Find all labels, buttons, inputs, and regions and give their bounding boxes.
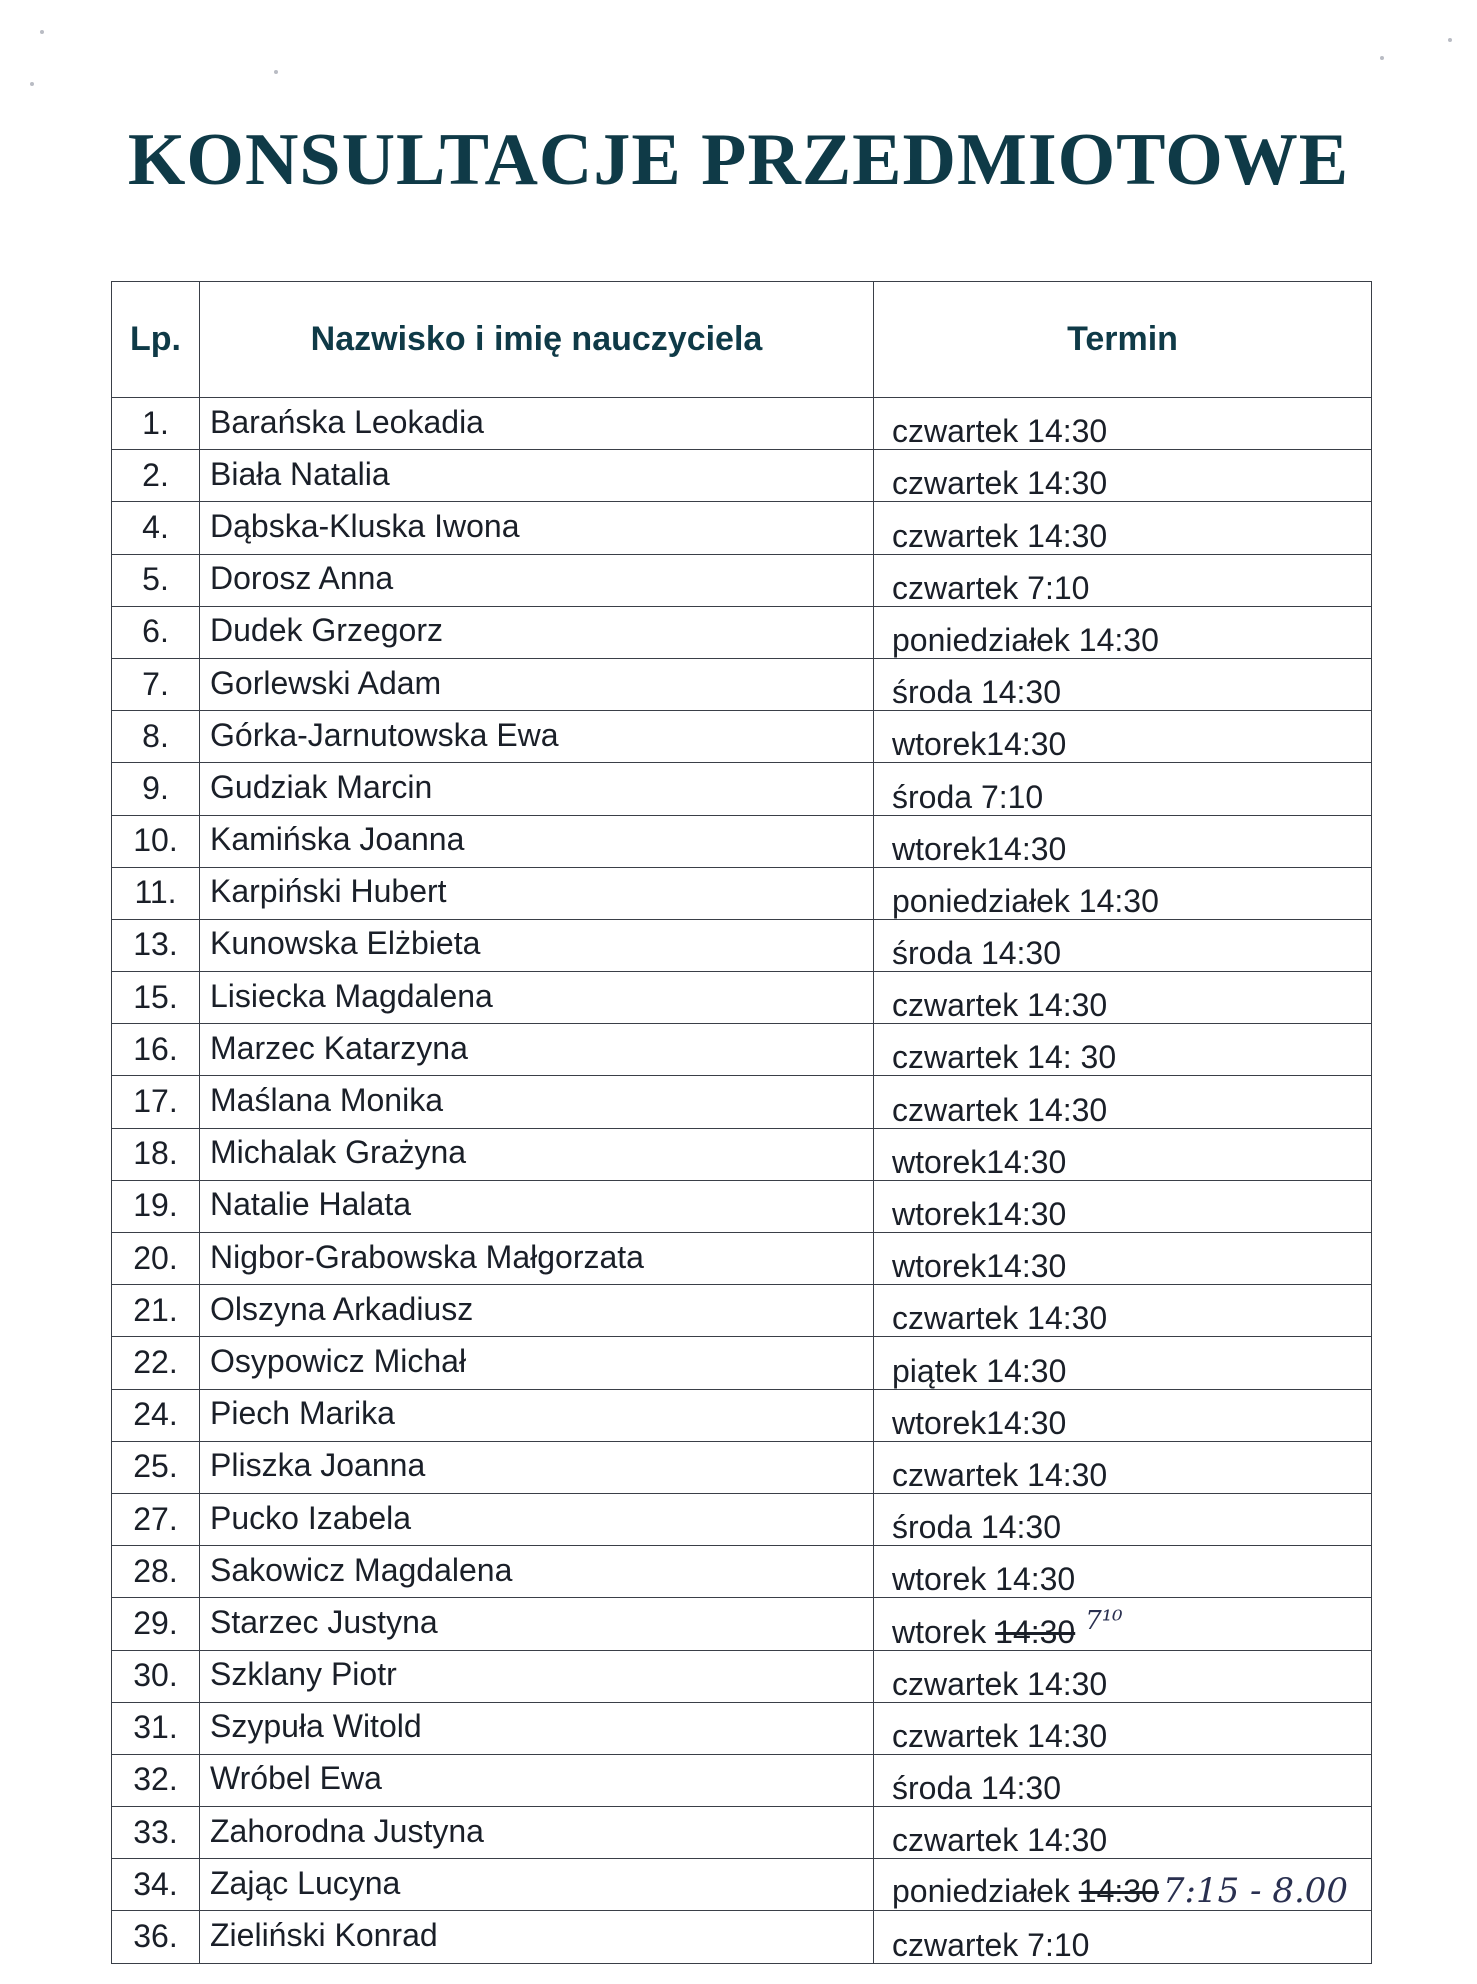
term-text: wtorek14:30 (892, 1404, 1067, 1441)
table-row (112, 1598, 1372, 1650)
header-lp: Lp. (112, 282, 200, 398)
scan-speck (274, 70, 278, 74)
teacher-name: Zieliński Konrad (200, 1911, 874, 1963)
term-cell (874, 1754, 1372, 1806)
term-cell (874, 606, 1372, 658)
teacher-name: Zając Lucyna (200, 1859, 874, 1911)
teacher-name: Lisiecka Magdalena (200, 972, 874, 1024)
teacher-name: Maślana Monika (200, 1076, 874, 1128)
term-cell (874, 450, 1372, 502)
header-term: Termin (874, 282, 1372, 398)
term-text: czwartek 14:30 (892, 987, 1108, 1024)
table-row (112, 1650, 1372, 1702)
row-number: 1. (112, 398, 200, 450)
row-number: 17. (112, 1076, 200, 1128)
row-number: 33. (112, 1807, 200, 1859)
teacher-name: Szypuła Witold (200, 1702, 874, 1754)
teacher-name: Olszyna Arkadiusz (200, 1285, 874, 1337)
table-row (112, 1076, 1372, 1128)
row-number: 6. (112, 606, 200, 658)
table-row (112, 867, 1372, 919)
term-cell (874, 1598, 1372, 1650)
row-number: 15. (112, 972, 200, 1024)
term-text: wtorek14:30 (892, 830, 1067, 867)
row-number: 25. (112, 1441, 200, 1493)
term-cell (874, 1024, 1372, 1076)
teacher-name: Nigbor-Grabowska Małgorzata (200, 1233, 874, 1285)
teacher-name: Biała Natalia (200, 450, 874, 502)
row-number: 2. (112, 450, 200, 502)
row-number: 31. (112, 1702, 200, 1754)
teacher-name: Szklany Piotr (200, 1650, 874, 1702)
term-text: czwartek 7:10 (892, 569, 1090, 606)
teacher-name: Natalie Halata (200, 1180, 874, 1232)
term-cell (874, 1493, 1372, 1545)
row-number: 22. (112, 1337, 200, 1389)
term-text: wtorek (892, 1613, 996, 1650)
term-cell (874, 1807, 1372, 1859)
term-cell (874, 919, 1372, 971)
teacher-name: Piech Marika (200, 1389, 874, 1441)
term-cell (874, 1076, 1372, 1128)
row-number: 11. (112, 867, 200, 919)
term-text: poniedziałek (892, 1873, 1079, 1910)
term-cell (874, 815, 1372, 867)
term-text: poniedziałek 14:30 (892, 621, 1159, 658)
table-row (112, 658, 1372, 710)
teacher-name: Gorlewski Adam (200, 658, 874, 710)
scan-speck (1448, 38, 1452, 42)
table-row (112, 1911, 1372, 1963)
table-row (112, 1389, 1372, 1441)
term-cell (874, 554, 1372, 606)
row-number: 9. (112, 763, 200, 815)
table-row (112, 1128, 1372, 1180)
term-cell (874, 763, 1372, 815)
table-row (112, 711, 1372, 763)
row-number: 20. (112, 1233, 200, 1285)
teacher-name: Wróbel Ewa (200, 1754, 874, 1806)
row-number: 16. (112, 1024, 200, 1076)
term-cell (874, 398, 1372, 450)
term-cell (874, 972, 1372, 1024)
handwritten-correction: 7¹⁰ (1085, 1605, 1123, 1636)
table-row (112, 502, 1372, 554)
term-text: czwartek 14:30 (892, 1300, 1108, 1337)
page-title: KONSULTACJE PRZEDMIOTOWE (127, 119, 1350, 201)
struck-time: 14:30 (1078, 1873, 1159, 1910)
term-text: wtorek14:30 (892, 1248, 1067, 1285)
header-teacher-name: Nazwisko i imię nauczyciela (200, 282, 874, 398)
term-text: czwartek 14:30 (892, 465, 1108, 502)
row-number: 19. (112, 1180, 200, 1232)
teacher-name: Starzec Justyna (200, 1598, 874, 1650)
row-number: 18. (112, 1128, 200, 1180)
table-row (112, 1285, 1372, 1337)
row-number: 27. (112, 1493, 200, 1545)
teacher-name: Michalak Grażyna (200, 1128, 874, 1180)
term-cell (874, 1337, 1372, 1389)
term-cell (874, 711, 1372, 763)
row-number: 8. (112, 711, 200, 763)
teacher-name: Osypowicz Michał (200, 1337, 874, 1389)
term-cell (874, 1911, 1372, 1963)
struck-time: 14:30 (995, 1613, 1076, 1650)
term-text: poniedziałek 14:30 (892, 882, 1159, 919)
term-cell (874, 1389, 1372, 1441)
row-number: 32. (112, 1754, 200, 1806)
table-row (112, 1441, 1372, 1493)
term-text: czwartek 7:10 (892, 1926, 1090, 1963)
table-row (112, 972, 1372, 1024)
row-number: 29. (112, 1598, 200, 1650)
scan-speck (40, 30, 44, 34)
term-text: czwartek 14:30 (892, 1091, 1108, 1128)
teacher-name: Marzec Katarzyna (200, 1024, 874, 1076)
term-cell (874, 867, 1372, 919)
teacher-name: Kamińska Joanna (200, 815, 874, 867)
consultations-table (111, 281, 1372, 1964)
table-row (112, 450, 1372, 502)
table-row (112, 919, 1372, 971)
term-cell (874, 658, 1372, 710)
term-cell (874, 1546, 1372, 1598)
teacher-name: Pucko Izabela (200, 1493, 874, 1545)
row-number: 30. (112, 1650, 200, 1702)
term-cell (874, 1702, 1372, 1754)
teacher-name: Górka-Jarnutowska Ewa (200, 711, 874, 763)
table-row (112, 1754, 1372, 1806)
term-text: czwartek 14:30 (892, 1717, 1108, 1754)
scan-speck (30, 82, 34, 86)
term-cell (874, 1441, 1372, 1493)
term-text: czwartek 14:30 (892, 1456, 1108, 1493)
row-number: 34. (112, 1859, 200, 1911)
teacher-name: Pliszka Joanna (200, 1441, 874, 1493)
term-text: czwartek 14:30 (892, 1665, 1108, 1702)
row-number: 13. (112, 919, 200, 971)
term-text: środa 7:10 (892, 778, 1044, 815)
term-text: czwartek 14: 30 (892, 1039, 1117, 1076)
table-row (112, 1546, 1372, 1598)
teacher-name: Karpiński Hubert (200, 867, 874, 919)
teacher-name: Dąbska-Kluska Iwona (200, 502, 874, 554)
table-row (112, 815, 1372, 867)
row-number: 28. (112, 1546, 200, 1598)
term-text: wtorek14:30 (892, 1196, 1067, 1232)
table-row (112, 1702, 1372, 1754)
table-row (112, 1233, 1372, 1285)
table-row (112, 1024, 1372, 1076)
table-row (112, 1859, 1372, 1911)
row-number: 10. (112, 815, 200, 867)
table-row (112, 554, 1372, 606)
term-cell (874, 1285, 1372, 1337)
handwritten-correction: 7:15 - 8.00 (1162, 1871, 1349, 1912)
term-text: środa 14:30 (892, 674, 1062, 711)
term-text: czwartek 14:30 (892, 413, 1108, 450)
term-cell (874, 1859, 1372, 1911)
term-cell (874, 502, 1372, 554)
table-row (112, 1337, 1372, 1389)
teacher-name: Kunowska Elżbieta (200, 919, 874, 971)
table-header-row (112, 282, 1372, 398)
term-cell (874, 1180, 1372, 1232)
teacher-name: Sakowicz Magdalena (200, 1546, 874, 1598)
term-text: czwartek 14:30 (892, 517, 1108, 554)
term-text: środa 14:30 (892, 935, 1062, 972)
term-text: wtorek14:30 (892, 1143, 1067, 1180)
row-number: 7. (112, 658, 200, 710)
table-row (112, 1180, 1372, 1232)
table-row (112, 1807, 1372, 1859)
teacher-name: Dudek Grzegorz (200, 606, 874, 658)
term-text: środa 14:30 (892, 1509, 1062, 1546)
term-text: piątek 14:30 (892, 1352, 1067, 1389)
teacher-name: Zahorodna Justyna (200, 1807, 874, 1859)
term-text: wtorek 14:30 (892, 1561, 1076, 1598)
term-text: środa 14:30 (892, 1770, 1062, 1807)
table-row (112, 1493, 1372, 1545)
scan-speck (1380, 56, 1384, 60)
teacher-name: Dorosz Anna (200, 554, 874, 606)
term-text: wtorek14:30 (892, 726, 1067, 763)
teacher-name: Barańska Leokadia (200, 398, 874, 450)
row-number: 4. (112, 502, 200, 554)
teacher-name: Gudziak Marcin (200, 763, 874, 815)
row-number: 36. (112, 1911, 200, 1963)
term-text: czwartek 14:30 (892, 1822, 1108, 1859)
table-row (112, 606, 1372, 658)
row-number: 24. (112, 1389, 200, 1441)
row-number: 5. (112, 554, 200, 606)
term-cell (874, 1650, 1372, 1702)
table-row (112, 398, 1372, 450)
row-number: 21. (112, 1285, 200, 1337)
table-row (112, 763, 1372, 815)
term-cell (874, 1233, 1372, 1285)
term-cell (874, 1128, 1372, 1180)
